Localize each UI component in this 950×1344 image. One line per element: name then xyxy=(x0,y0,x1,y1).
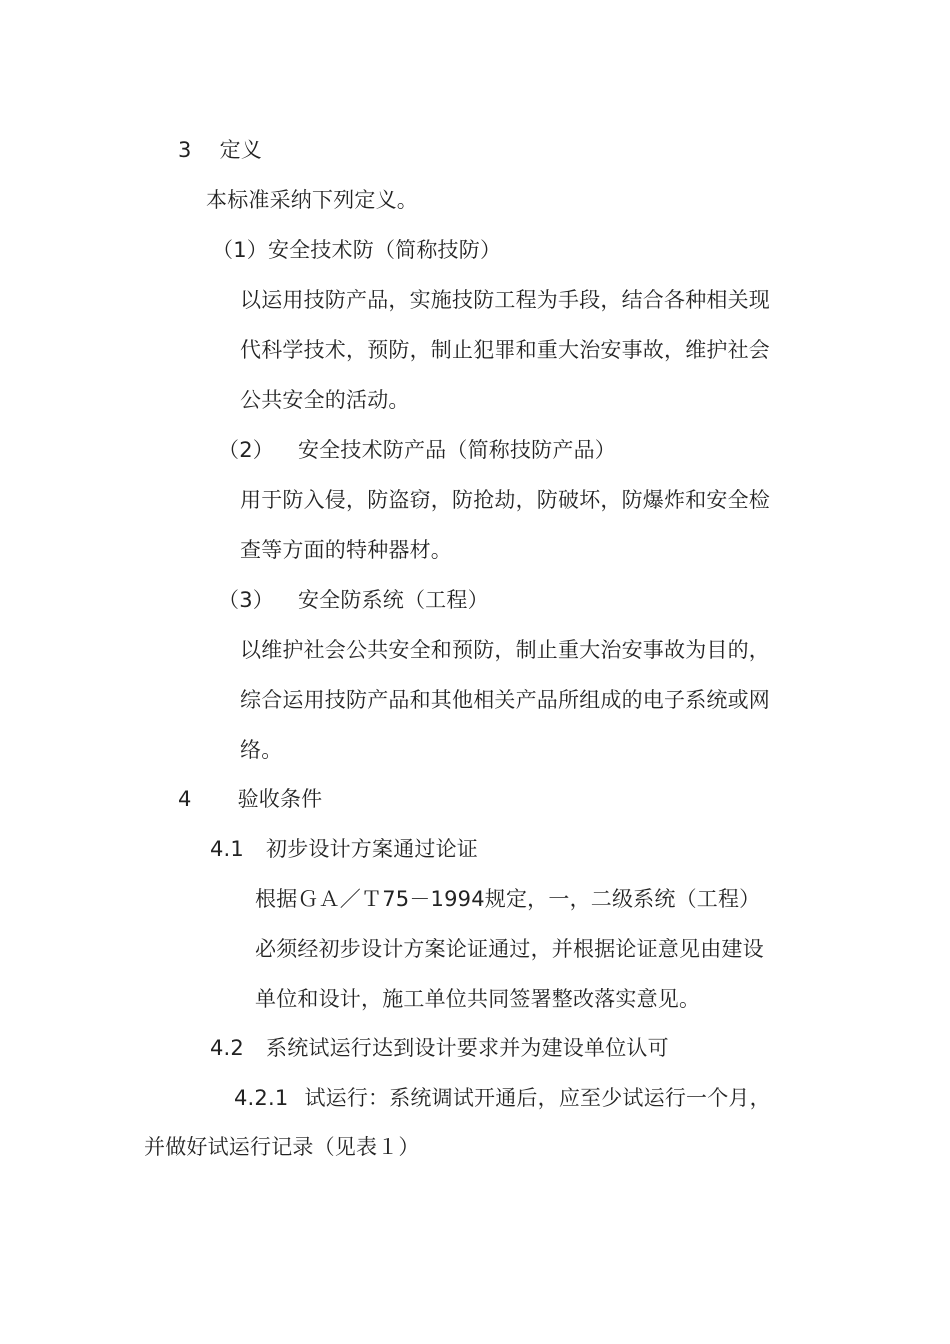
definition-3-heading xyxy=(218,587,489,613)
definition-3-line-2: 综合运用技防产品和其他相关产品所组成的电子系统或网 xyxy=(240,688,770,712)
section-4-1-line-3: 单位和设计，施工单位共同签署整改落实意见。 xyxy=(255,987,701,1011)
definition-3-number: （3） xyxy=(218,588,274,612)
section-4-2-heading xyxy=(210,1035,669,1061)
definition-2-line-1: 用于防入侵，防盗窃，防抢劫，防破坏，防爆炸和安全检 xyxy=(240,488,770,512)
section-4-2-1-line-2: 并做好试运行记录（见表１） xyxy=(144,1135,420,1159)
definition-2-number: （2） xyxy=(218,438,274,462)
definition-3-line-1: 以维护社会公共安全和预防，制止重大治安事故为目的， xyxy=(240,638,770,662)
section-4-2-1-text: 试运行：系统调试开通后，应至少试运行一个月， xyxy=(304,1086,771,1110)
section-4-1-heading xyxy=(210,836,478,862)
section-3-number: 3 xyxy=(178,138,192,162)
definition-2-line-2: 查等方面的特种器材。 xyxy=(240,538,452,562)
section-4-2-title: 系统试运行达到设计要求并为建设单位认可 xyxy=(266,1036,669,1060)
definition-1-line-1: 以运用技防产品，实施技防工程为手段，结合各种相关现 xyxy=(240,288,770,312)
section-3-heading xyxy=(178,137,262,163)
definition-3-title: 安全防系统（工程） xyxy=(297,588,489,612)
section-4-1-line-2: 必须经初步设计方案论证通过，并根据论证意见由建设 xyxy=(255,937,764,961)
section-4-heading xyxy=(178,786,322,812)
section-4-2-1-number: 4.2.1 xyxy=(234,1086,289,1110)
definition-1-label: （1）安全技术防（简称技防） xyxy=(212,238,502,262)
definition-2-heading xyxy=(218,437,616,463)
section-4-2-number: 4.2 xyxy=(210,1036,244,1060)
section-4-2-1-line-1 xyxy=(234,1085,771,1111)
section-3-title: 定义 xyxy=(219,138,262,162)
section-4-1-number: 4.1 xyxy=(210,837,244,861)
section-4-title: 验收条件 xyxy=(237,787,323,811)
definition-1-line-2: 代科学技术，预防，制止犯罪和重大治安事故，维护社会 xyxy=(240,338,770,362)
definition-1-line-3: 公共安全的活动。 xyxy=(240,388,410,412)
section-4-number: 4 xyxy=(178,787,192,811)
definition-2-title: 安全技术防产品（简称技防产品） xyxy=(297,438,616,462)
section-4-1-title: 初步设计方案通过论证 xyxy=(266,837,478,861)
section-3-intro: 本标准采纳下列定义。 xyxy=(206,188,418,212)
definition-3-line-3: 络。 xyxy=(240,738,283,762)
section-4-1-line-1: 根据ＧＡ／Ｔ75－1994规定，一，二级系统（工程） xyxy=(255,887,761,911)
